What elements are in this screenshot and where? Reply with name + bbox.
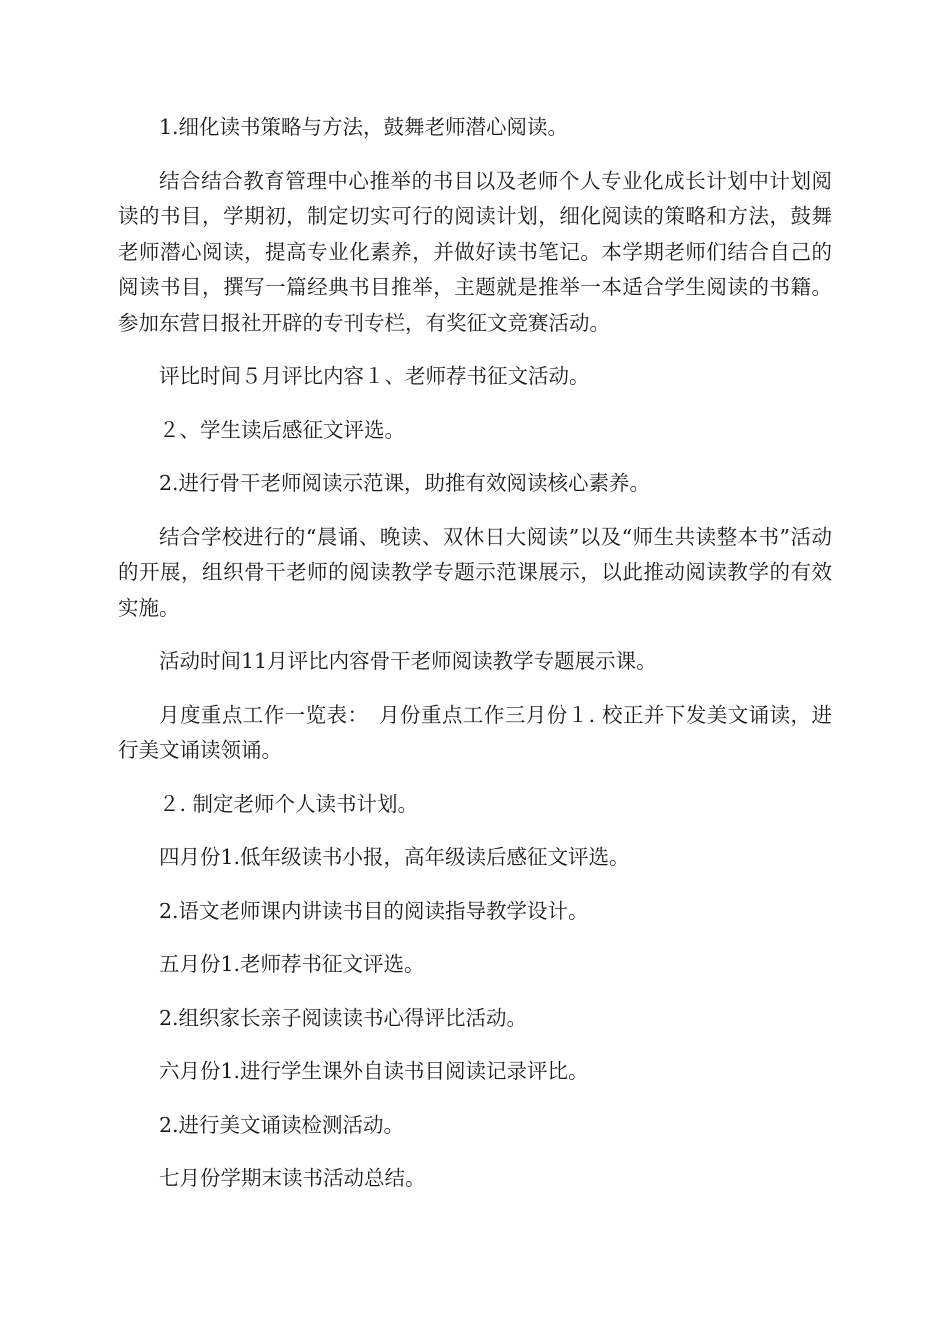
paragraph-10: 四月份1.低年级读书小报，高年级读后感征文评选。 (159, 845, 630, 869)
paragraph-4: ２、学生读后感征文评选。 (159, 417, 405, 442)
paragraph-7: 活动时间11月评比内容骨干老师阅读教学专题展示课。 (159, 649, 657, 673)
paragraph-11: 2.语文老师课内讲读书目的阅读指导教学设计。 (159, 898, 589, 923)
paragraph-2: 结合结合教育管理中心推举的书目以及老师个人专业化成长计划中计划阅读的书目，学期初，制定切实可行的阅读计划，细化阅读的策略和方法，鼓舞老师潜心阅读，提高专业化素养，并做好读书笔记。本学期老师们结合自己的阅读书目，撰写一篇经典书目推举，主题就是推举一本适合学生阅读的书籍。参加东营日报社开辟的专刊专栏，有奖征文竞赛活动。 (118, 168, 832, 335)
paragraph-3: 评比时间５月评比内容１、老师荐书征文活动。 (159, 364, 590, 388)
paragraph-6: 结合学校进行的“晨诵、晚读、双休日大阅读”以及“师生共读整本书”活动的开展，组织骨干老师的阅读教学专题示范课展示，以此推动阅读教学的有效实施。 (118, 524, 832, 620)
paragraph-13: 2.组织家长亲子阅读读书心得评比活动。 (159, 1005, 528, 1030)
paragraph-12: 五月份1.老师荐书征文评选。 (159, 952, 425, 976)
paragraph-9: ２. 制定老师个人读书计划。 (159, 791, 419, 816)
paragraph-16: 七月份学期末读书活动总结。 (159, 1166, 426, 1190)
paragraph-15: 2.进行美文诵读检测活动。 (159, 1112, 405, 1137)
paragraph-14: 六月份1.进行学生课外自读书目阅读记录评比。 (159, 1059, 589, 1083)
paragraph-5: 2.进行骨干老师阅读示范课，助推有效阅读核心素养。 (159, 471, 651, 495)
paragraph-8: 月度重点工作一览表： 月份重点工作三月份１. 校正并下发美文诵读，进行美文诵读领诵。 (118, 702, 832, 762)
paragraph-1: 1.细化读书策略与方法，鼓舞老师潜心阅读。 (159, 115, 569, 139)
